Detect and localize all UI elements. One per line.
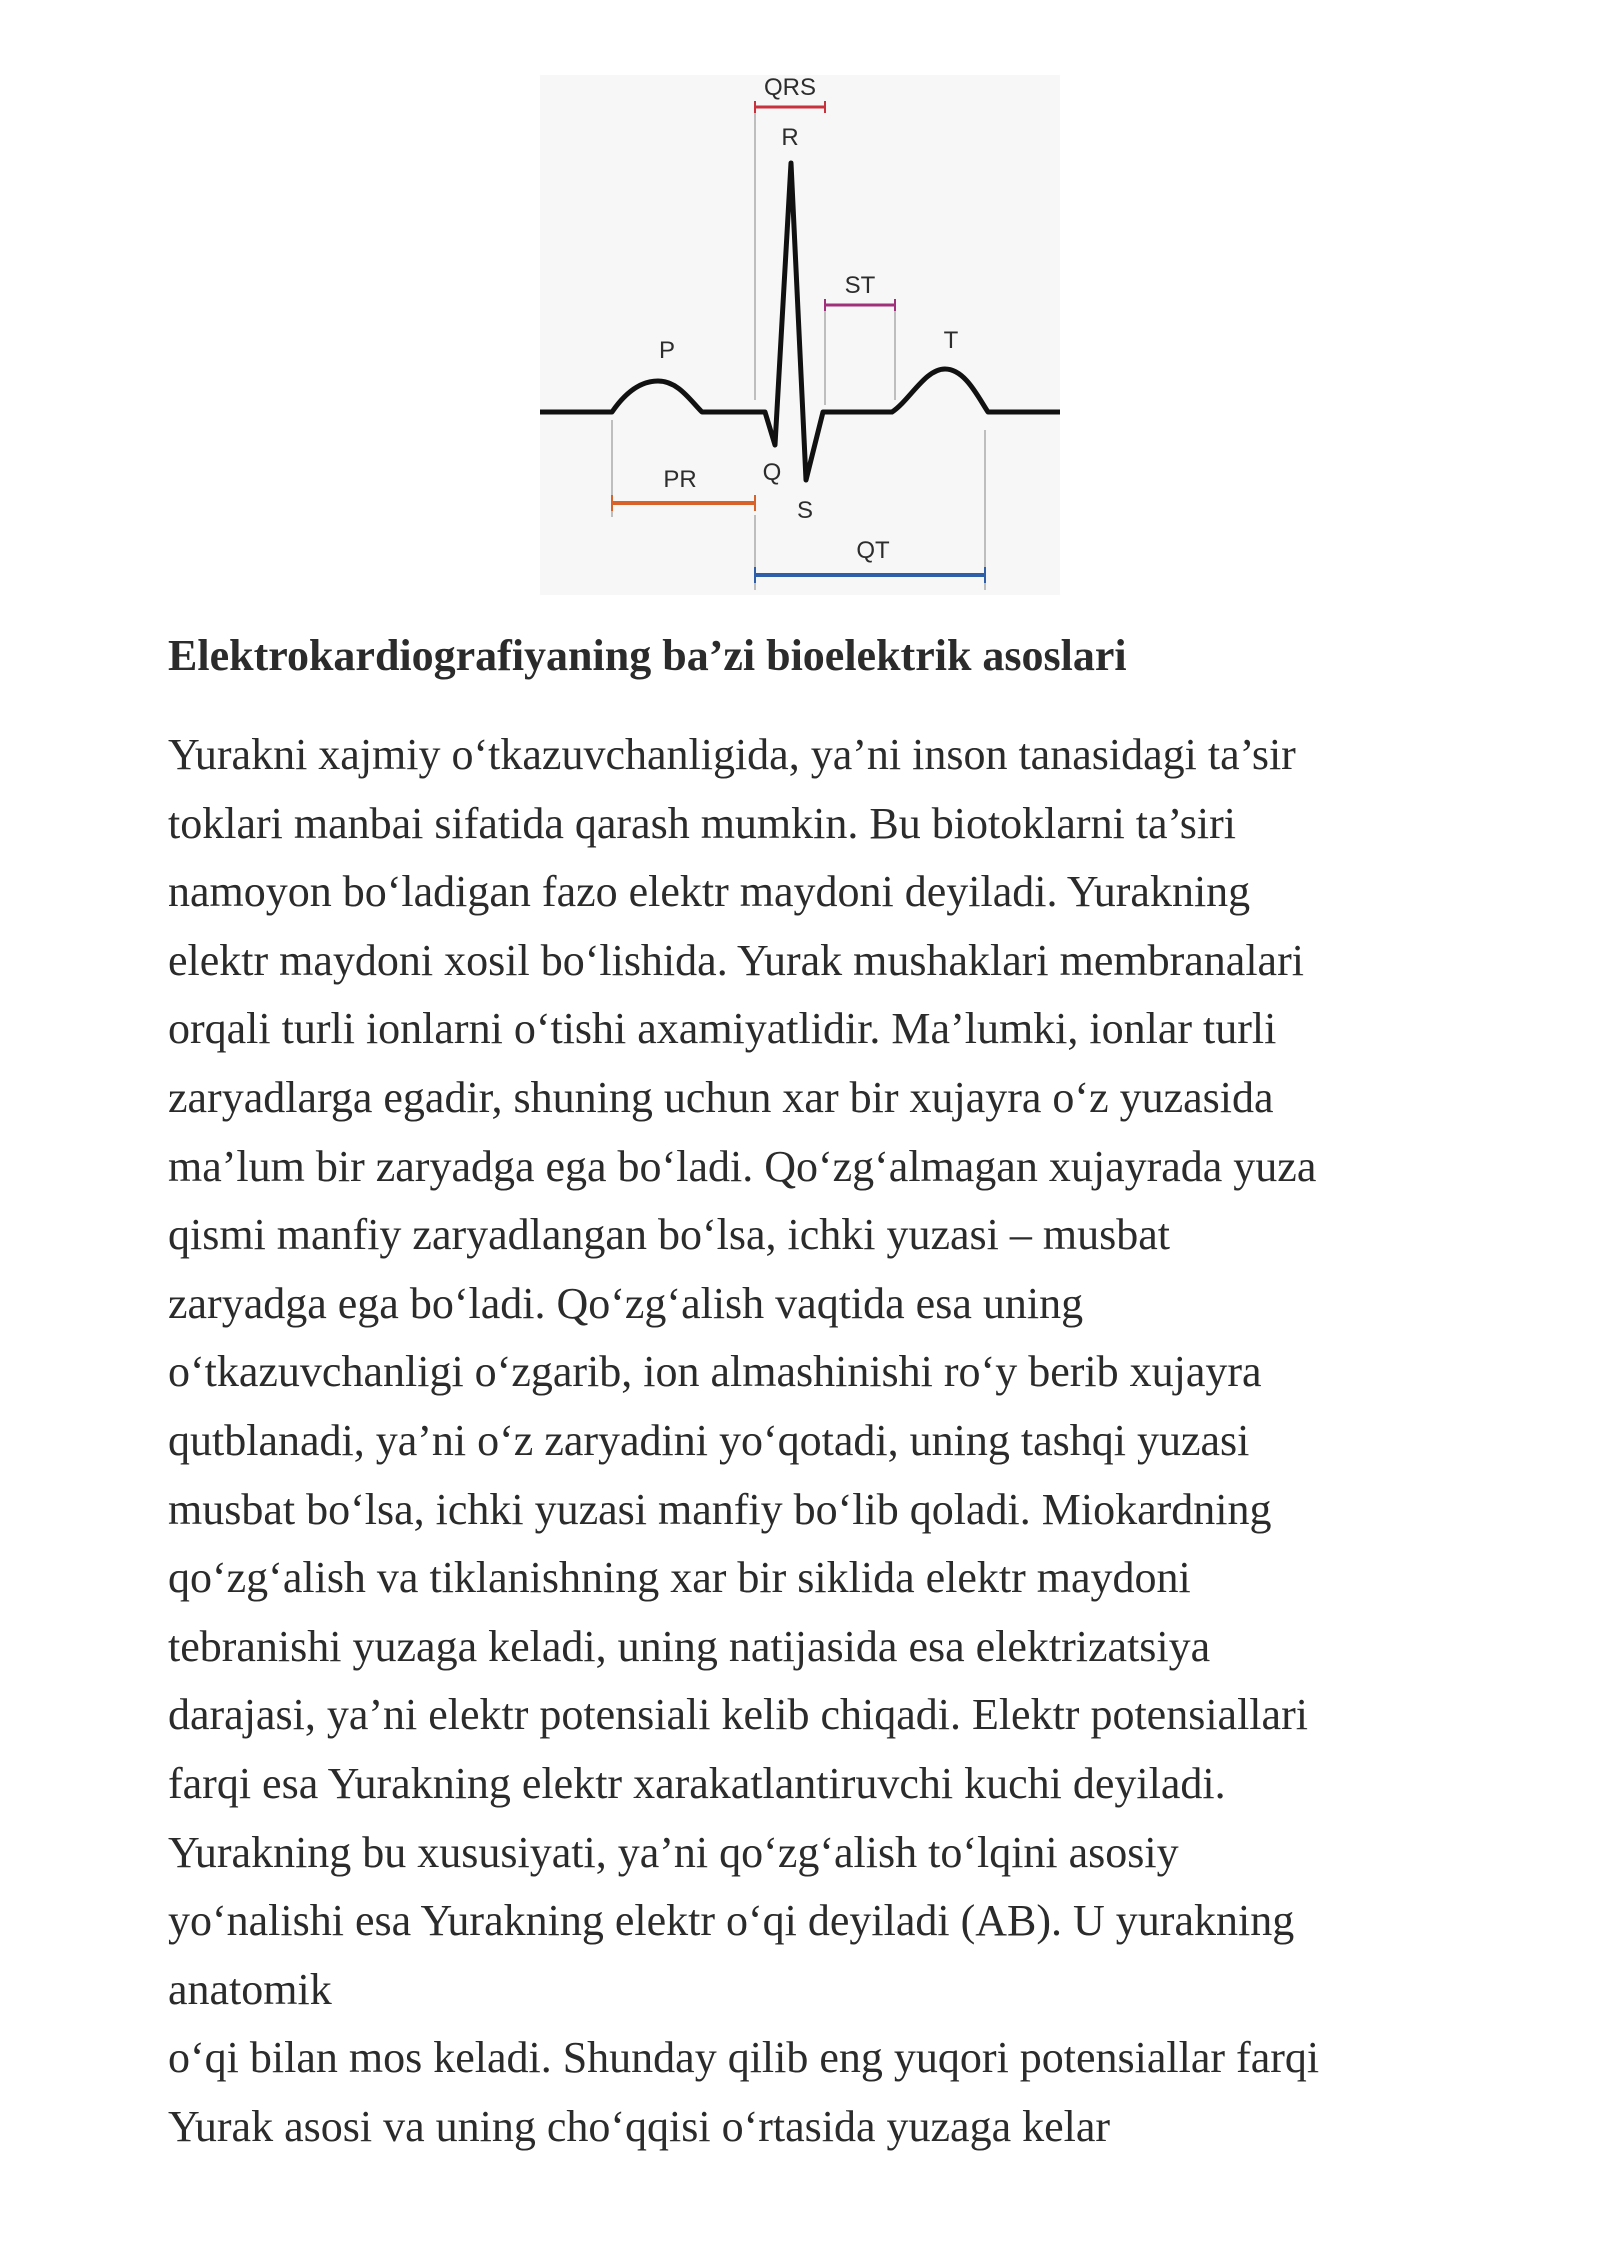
label-q: Q xyxy=(762,459,782,486)
label-r: R xyxy=(781,124,799,151)
paragraph-line: zaryadga ega boʻladi. Qoʻzgʻalish vaqtida esa uning xyxy=(168,1278,1084,1328)
ecg-diagram xyxy=(540,75,1060,595)
paragraph-line: yoʻnalishi esa Yurakning elektr oʻqi deyiladi (AB). U yurakning xyxy=(168,1896,1295,1946)
label-st: ST xyxy=(844,272,876,299)
label-qrs: QRS xyxy=(763,75,817,101)
label-t: T xyxy=(943,327,959,354)
paragraph-line: zaryadlarga egadir, shuning uchun xar bir xujayra oʻz yuzasida xyxy=(168,1072,1274,1122)
label-p: P xyxy=(658,337,676,364)
body-paragraph xyxy=(168,721,1468,2161)
paragraph-line: farqi esa Yurakning elektr xarakatlantiruvchi kuchi deyiladi. xyxy=(168,1758,1226,1808)
paragraph-line: tebranishi yuzaga keladi, uning natijasida esa elektrizatsiya xyxy=(168,1621,1211,1671)
paragraph-line: oʻtkazuvchanligi oʻzgarib, ion almashinishi roʻy berib xujayra xyxy=(168,1347,1262,1397)
ecg-trace xyxy=(540,163,1060,480)
label-s: S xyxy=(796,497,814,524)
section-heading: Elektrokardiografiyaning ba’zi bioelektrik asoslari xyxy=(168,631,1127,680)
paragraph-line: qutblanadi, ya’ni oʻz zaryadini yoʻqotadi, uning tashqi yuzasi xyxy=(168,1415,1250,1465)
paragraph-line: musbat boʻlsa, ichki yuzasi manfiy boʻlib qoladi. Miokardning xyxy=(168,1484,1272,1534)
label-qt: QT xyxy=(856,537,890,564)
paragraph-line: ma’lum bir zaryadga ega boʻladi. Qoʻzgʻalmagan xujayrada yuza xyxy=(168,1141,1317,1191)
paragraph-line: anatomik xyxy=(168,1964,332,2014)
paragraph-line: elektr maydoni xosil boʻlishida. Yurak mushaklari membranalari xyxy=(168,935,1304,985)
paragraph-line: oʻqi bilan mos keladi. Shunday qilib eng yuqori potensiallar farqi xyxy=(168,2033,1320,2083)
paragraph-line: toklari manbai sifatida qarash mumkin. Bu biotoklarni ta’siri xyxy=(168,798,1237,848)
paragraph-line: namoyon boʻladigan fazo elektr maydoni deyiladi. Yurakning xyxy=(168,867,1251,917)
paragraph-line: orqali turli ionlarni oʻtishi axamiyatlidir. Ma’lumki, ionlar turli xyxy=(168,1004,1277,1054)
ecg-diagram-svg xyxy=(540,75,1060,595)
paragraph-line: qoʻzgʻalish va tiklanishning xar bir siklida elektr maydoni xyxy=(168,1553,1191,1603)
paragraph-line: darajasi, ya’ni elektr potensiali kelib chiqadi. Elektr potensiallari xyxy=(168,1690,1308,1740)
paragraph-line: Yurak asosi va uning choʻqqisi oʻrtasida yuzaga kelar xyxy=(168,2101,1111,2151)
label-pr: PR xyxy=(663,466,697,493)
paragraph-line: Yurakni xajmiy oʻtkazuvchanligida, ya’ni inson tanasidagi ta’sir xyxy=(168,730,1296,779)
paragraph-line: Yurakning bu xususiyati, ya’ni qoʻzgʻalish toʻlqini asosiy xyxy=(168,1827,1179,1877)
paragraph-line: qismi manfiy zaryadlangan boʻlsa, ichki yuzasi – musbat xyxy=(168,1210,1170,1260)
